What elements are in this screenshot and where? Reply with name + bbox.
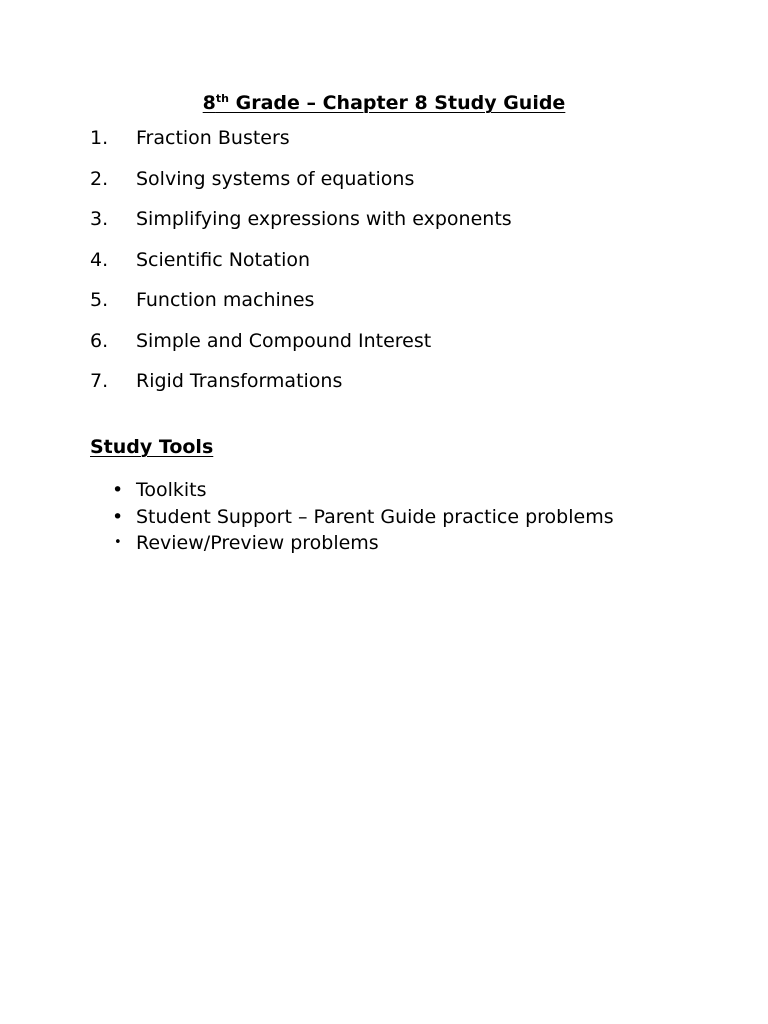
list-item [90, 477, 678, 504]
list-item-number: 1. [90, 127, 109, 149]
list-item-number: 4. [90, 248, 109, 271]
title-text [203, 92, 566, 114]
list-item [90, 369, 678, 393]
page-title [90, 90, 678, 116]
list-item [90, 530, 678, 557]
title-rest: Grade – Chapter 8 Study Guide [229, 92, 566, 114]
study-tools-list [90, 477, 678, 557]
list-item [90, 248, 678, 272]
list-item-text: Scientific Notation [136, 248, 311, 271]
list-item-text: Simplifying expressions with exponents [136, 208, 512, 230]
title-grade-suffix: th [215, 92, 229, 105]
list-item [90, 126, 678, 150]
list-item [90, 207, 678, 231]
list-item-text: Student Support – Parent Guide practice problems [136, 505, 614, 528]
list-item-text: Fraction Busters [136, 127, 290, 149]
bullet-icon: • [112, 505, 124, 528]
topic-list [90, 126, 678, 393]
list-item-text: Review/Preview problems [136, 532, 379, 554]
list-item-number: 5. [90, 289, 109, 311]
list-item [90, 288, 678, 312]
list-item-text: Rigid Transformations [136, 370, 343, 392]
bullet-icon: • [114, 535, 122, 550]
list-item-number: 7. [90, 370, 109, 392]
list-item [90, 167, 678, 191]
list-item-text: Function machines [136, 289, 315, 311]
list-item-number: 3. [90, 208, 109, 230]
list-item-number: 2. [90, 167, 109, 190]
list-item-text: Solving systems of equations [136, 167, 415, 190]
list-item [90, 329, 678, 353]
list-item [90, 504, 678, 531]
list-item-text: Simple and Compound Interest [136, 329, 432, 352]
list-item-text: Toolkits [136, 479, 207, 501]
title-grade-number: 8 [202, 92, 216, 114]
study-tools-heading: Study Tools [90, 436, 214, 458]
bullet-icon: • [112, 479, 124, 501]
list-item-number: 6. [90, 329, 109, 352]
